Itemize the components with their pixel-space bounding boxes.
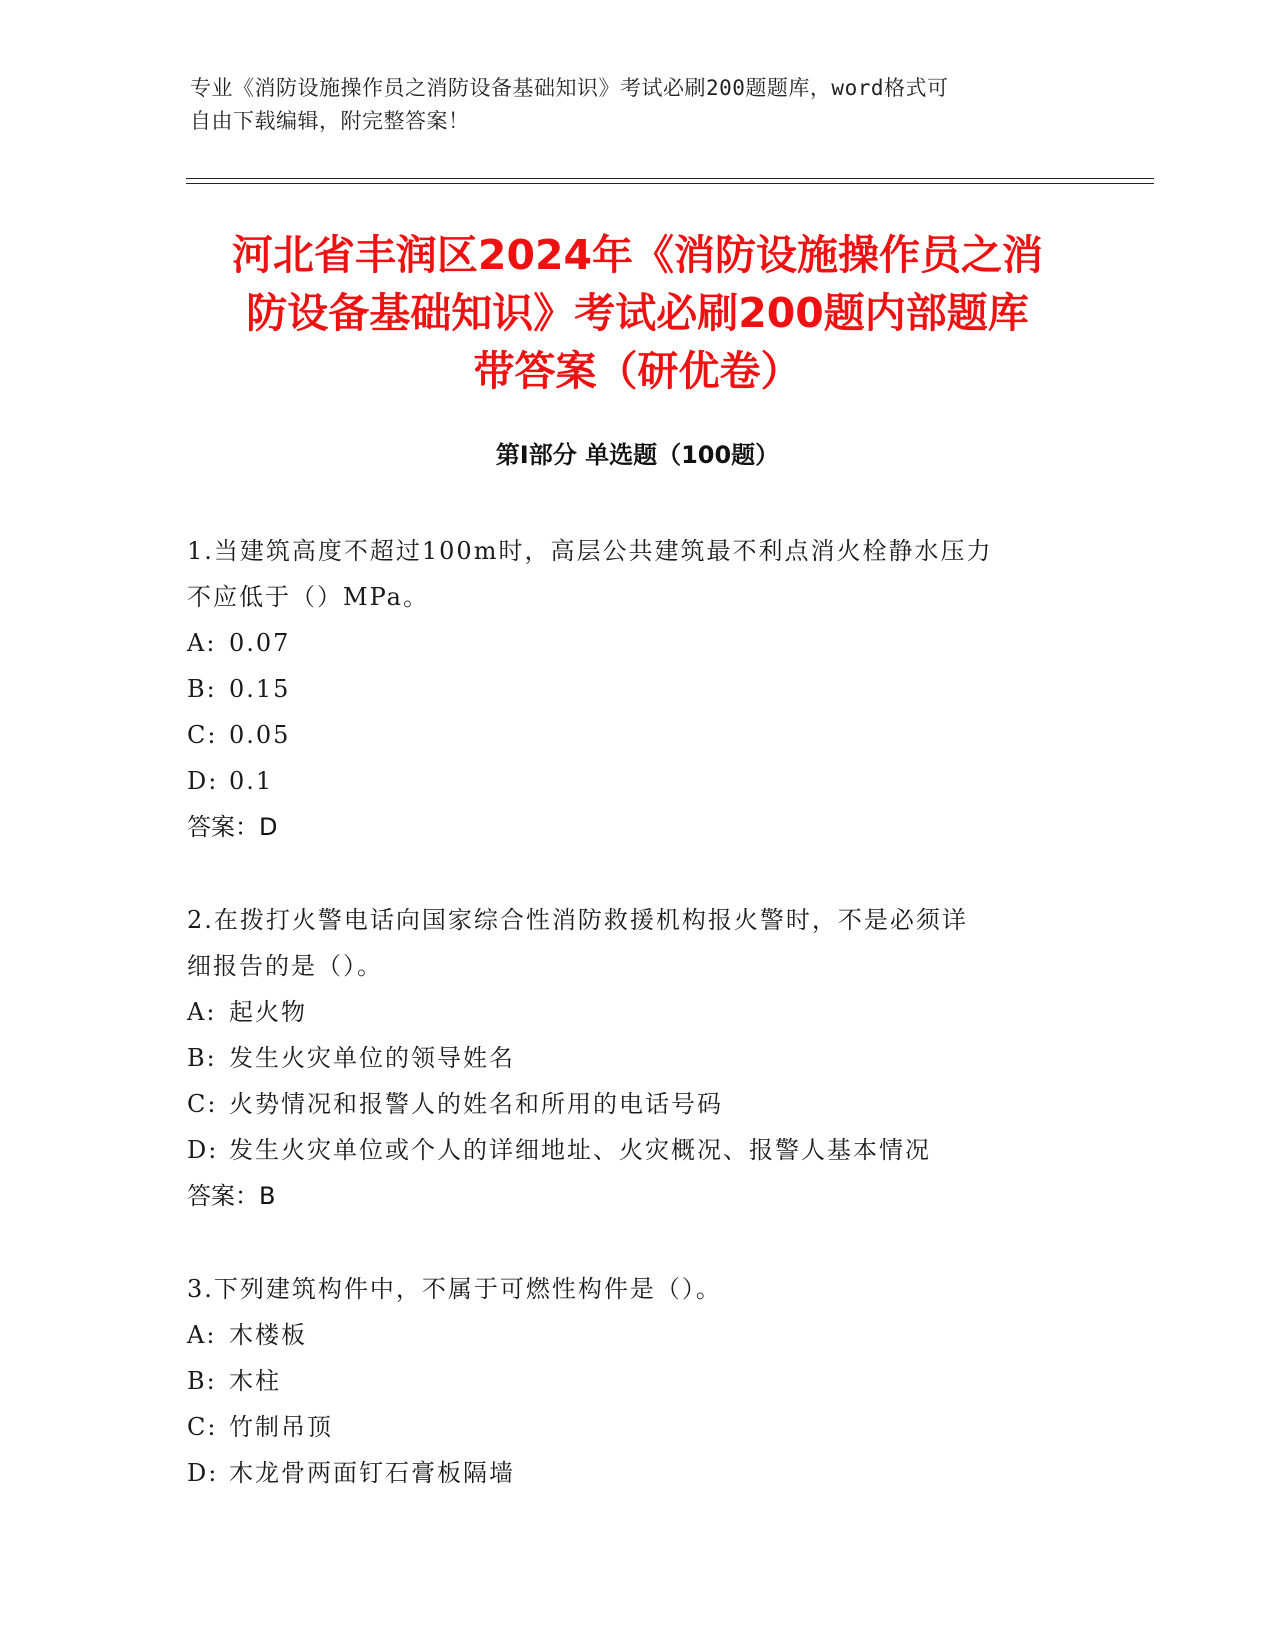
question-text-line: 细报告的是（）。 [187, 952, 383, 980]
option-d [187, 1450, 1087, 1496]
question-text-line: 2.在拨打火警电话向国家综合性消防救援机构报火警时，不是必须详 [187, 906, 968, 934]
title-line-2: 防设备基础知识》考试必刷200题内部题库 [246, 289, 1029, 337]
option-letter: B: [187, 1044, 217, 1072]
option-text: 0.1 [229, 767, 274, 795]
title-line-3: 带答案（研优卷） [473, 347, 802, 395]
option-text: 木龙骨两面钉石膏板隔墙 [229, 1459, 515, 1487]
question-2 [187, 897, 1087, 1219]
answer-line: 答案：B [187, 1182, 276, 1210]
question-3 [187, 1266, 1087, 1496]
option-a [187, 1312, 1087, 1358]
question-text-line: 不应低于（）MPa。 [187, 583, 429, 611]
option-text: 起火物 [229, 998, 307, 1026]
option-letter: A: [187, 998, 217, 1026]
option-letter: C: [187, 721, 218, 749]
question-text-line: 1.当建筑高度不超过100m时，高层公共建筑最不利点消火栓静水压力 [187, 537, 993, 565]
option-b [187, 666, 1087, 712]
option-c [187, 712, 1087, 758]
option-d [187, 758, 1087, 804]
option-a [187, 989, 1087, 1035]
option-letter: A: [187, 1321, 217, 1349]
option-letter: B: [187, 675, 217, 703]
option-letter: C: [187, 1413, 218, 1441]
option-text: 0.05 [229, 721, 291, 749]
option-c [187, 1081, 1087, 1127]
question-text [187, 528, 1087, 620]
option-text: 发生火灾单位的领导姓名 [229, 1044, 515, 1072]
option-letter: D: [187, 1136, 219, 1164]
option-letter: A: [187, 629, 217, 657]
option-letter: D: [187, 1459, 219, 1487]
option-text: 竹制吊顶 [229, 1413, 333, 1441]
section-heading: 第Ⅰ部分 单选题（100题） [495, 441, 780, 469]
option-text: 木楼板 [229, 1321, 307, 1349]
option-letter: C: [187, 1090, 218, 1118]
option-text: 0.07 [229, 629, 291, 657]
option-text: 木柱 [229, 1367, 281, 1395]
option-b [187, 1358, 1087, 1404]
option-d [187, 1127, 1087, 1173]
header-note-line-1: 专业《消防设施操作员之消防设备基础知识》考试必刷200题题库，word格式可 [190, 76, 949, 100]
option-b [187, 1035, 1087, 1081]
title-line-1: 河北省丰润区2024年《消防设施操作员之消 [231, 231, 1044, 279]
option-letter: B: [187, 1367, 217, 1395]
question-text [187, 1266, 1087, 1312]
header-divider-bottom [186, 183, 1154, 184]
document-title [160, 226, 1115, 400]
header-divider-top [186, 178, 1154, 179]
header-note-line-2: 自由下载编辑，附完整答案！ [190, 109, 470, 133]
option-text: 0.15 [229, 675, 291, 703]
question-1 [187, 528, 1087, 850]
header-note [190, 72, 1070, 138]
question-text-line: 3.下列建筑构件中，不属于可燃性构件是（）。 [187, 1275, 722, 1303]
option-a [187, 620, 1087, 666]
question-list [187, 528, 1087, 1543]
option-c [187, 1404, 1087, 1450]
question-text [187, 897, 1087, 989]
option-text: 火势情况和报警人的姓名和所用的电话号码 [229, 1090, 723, 1118]
answer-line: 答案：D [187, 813, 278, 841]
option-text: 发生火灾单位或个人的详细地址、火灾概况、报警人基本情况 [229, 1136, 931, 1164]
option-letter: D: [187, 767, 219, 795]
